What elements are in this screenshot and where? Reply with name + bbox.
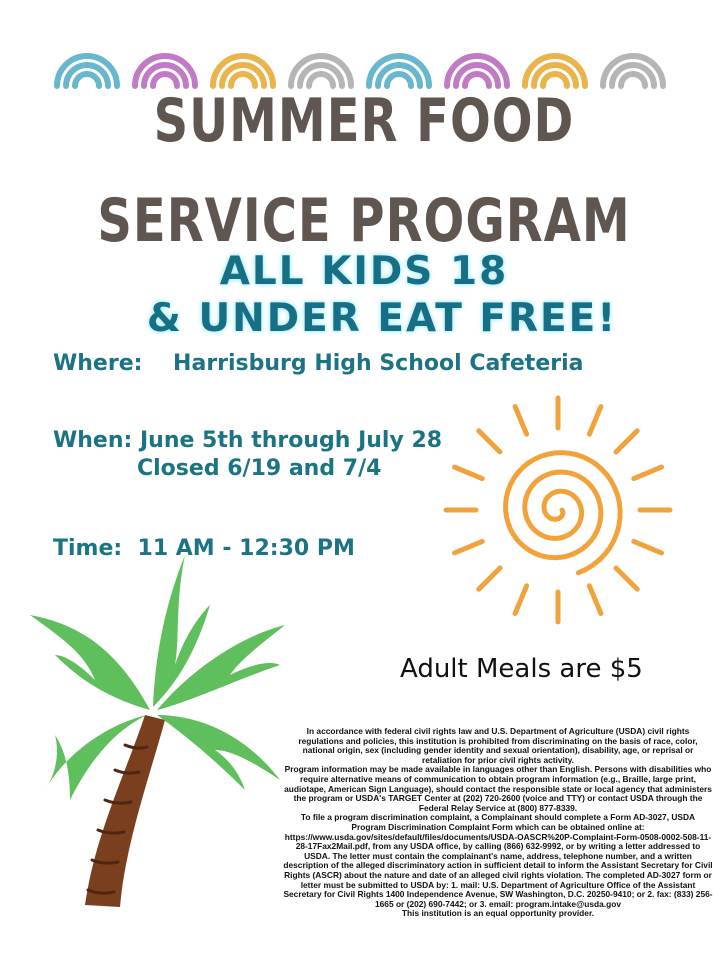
title-line-2: SERVICE PROGRAM [97,186,631,256]
sun-ray [455,541,483,553]
sun-ray [515,586,527,614]
sun-ray [455,467,483,479]
sun-ray [515,407,527,435]
rainbow-arc [75,74,99,86]
sun-ray [589,407,601,435]
time-text: Time: 11 AM - 12:30 PM [53,536,355,561]
when-text: When: June 5th through July 28 [53,428,443,453]
sun-icon [410,395,710,655]
sun-ray [479,568,500,589]
rainbow-arc [387,74,411,86]
palm-tree-icon [25,555,315,915]
sun-ray [616,568,637,589]
sun-ray [634,467,662,479]
nondiscrimination-statement [283,727,713,919]
disclaimer-paragraph-1: In accordance with federal civil rights law and U.S. Department of Agriculture (USDA) civil rights regulations and policies, this institution is prohibited from discriminating on the basis of race, color, national origin, sex (including gender identity and sexual orientation), disability, age, or reprisal or retaliation for prior civil rights activity. [298,726,698,765]
sun-ray [589,586,601,614]
headline-line-1: ALL KIDS 18 [219,249,509,294]
rainbow-arc [231,74,255,86]
sun-ray [616,431,637,452]
rainbow-icons-row [50,30,680,90]
headline-line-2: & UNDER EAT FREE! [146,296,618,341]
disclaimer-paragraph-2: Program information may be made available in languages other than English. Persons with disabilities who require alternative means of communication to obtain program information (e.g., Braille, large print, audiotape, American Sign Language), should contact the responsible state or local agency that administers the program or USDA's TARGET Center at (202) 720-2600 (voice and TTY) or contact USDA through the Federal Relay Service at (800) 877-8339. [284,764,712,813]
rainbow-arc [153,74,177,86]
closed-dates-text: Closed 6/19 and 7/4 [137,456,382,481]
where-text: Where: Harrisburg High School Cafeteria [53,351,584,376]
rainbow-arc [309,74,333,86]
sun-ray [634,541,662,553]
disclaimer-paragraph-4: This institution is an equal opportunity provider. [401,908,595,919]
rainbow-arc [621,74,645,86]
title-line-1: SUMMER FOOD [153,86,575,156]
sun-ray [479,431,500,452]
disclaimer-paragraph-3: To file a program discrimination complaint, a Complainant should complete a Form AD-3027, USDA Program Discrimination Complaint Form which can be obtained online at: https://www.usda.gov/sites/default/files/documents/USDA-OASCR%20P-Complaint-Form-0508-0002-508-11-28-17Fax2Mail.pdf, from any USDA office, by calling (866) 632-9992, or by writing a letter addressed to USDA. The letter must contain the complainant's name, address, telephone number, and a written description of the alleged discriminatory action in sufficient detail to inform the Assistant Secretary for Civil Rights (ASCR) about the nature and date of an alleged civil rights violation. The completed AD-3027 form or letter must be submitted to USDA by: 1. mail: U.S. Department of Agriculture Office of the Assistant Secretary for Civil Rights 1400 Independence Avenue, SW Washington, D.C. 20250-9410; or 2. fax: (833) 256-1665 or (202) 690-7442; or 3. email: program.intake@usda.gov [283,812,713,909]
rainbow-arc [543,74,567,86]
rainbow-arc [465,74,489,86]
adult-meals-price: Adult Meals are $5 [400,654,643,684]
